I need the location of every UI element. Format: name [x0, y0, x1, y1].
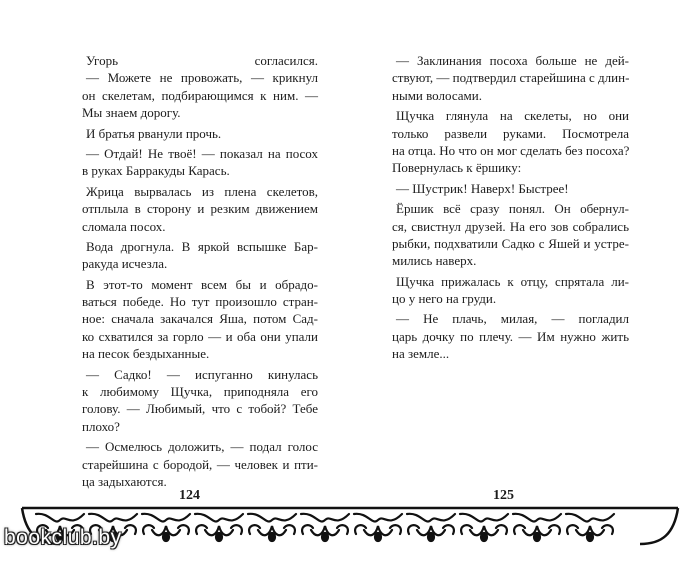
text-line: Ёршик всё сразу понял. Он обернул-: [396, 201, 629, 217]
text-line: голову. — Любимый, что с тобой? Тебе: [82, 401, 318, 417]
text-line: цо у него на груди.: [392, 291, 497, 307]
text-line: мились наверх.: [392, 253, 477, 269]
text-line: отплыла в сторону и резким движением: [82, 201, 318, 217]
text-line: Щучка прижалась к отцу, спрятала ли-: [396, 273, 629, 289]
text-line: ствуют, — подтвердил старейшина с длин-: [392, 70, 630, 86]
text-line: только развели руками. Посмотрела: [392, 125, 629, 141]
text-line: ца задыхаются.: [82, 473, 167, 489]
text-line: он скелетам, подбирающимся к ним. —: [82, 87, 318, 103]
text-line: Вода дрогнула. В яркой вспышке Бар-: [86, 238, 318, 254]
text-line: ся, свистнул друзей. На его зов собрались: [392, 218, 629, 234]
text-line: на земле...: [392, 346, 450, 362]
text-line: ными волосами.: [392, 87, 482, 103]
text-line: — Не плачь, милая, — погладил: [396, 311, 629, 327]
text-line: И братья рванули прочь.: [86, 125, 222, 141]
text-line: ное: сначала закачался Яша, потом Сад-: [82, 311, 318, 327]
text-line: В этот-то момент всем бы и обрадо-: [86, 276, 318, 292]
text-line: Угорь согласился.: [86, 53, 318, 68]
text-line: — Можете не провожать, — крикнул: [86, 70, 318, 86]
text-line: старейшина с бородой, — человек и пти-: [82, 456, 318, 472]
right-page-text: [392, 52, 629, 363]
text-line: на песок бездыханные.: [82, 346, 210, 362]
text-line: царь дочку по плечу. — Им нужно жить: [392, 328, 629, 344]
text-line: — Садко! — испуганно кинулась: [86, 366, 318, 382]
text-line: Жрица вырвалась из плена скелетов,: [86, 183, 318, 199]
text-line: к любимому Щучка, приподняла его: [82, 384, 318, 400]
text-line: рыбки, подхватили Садко с Яшей и устре-: [392, 235, 629, 251]
text-line: плохо?: [82, 418, 120, 434]
text-line: — Осмелюсь доложить, — подал голос: [86, 439, 318, 455]
text-line: Повернулась к ёршику:: [392, 160, 522, 176]
page-number-left: 124: [179, 488, 200, 503]
text-line: — Заклинания посоха больше не дей-: [396, 53, 629, 68]
page-number-right: 125: [493, 488, 514, 503]
text-line: сломала посох.: [82, 218, 166, 234]
text-line: на отца. Но что он мог сделать без посоха?: [392, 142, 630, 158]
text-line: ваться победе. Но тут произошло стран-: [82, 294, 318, 310]
text-line: ракуда исчезла.: [82, 256, 168, 272]
text-line: — Отдай! Не твоё! — показал на посох: [86, 145, 318, 161]
text-line: Мы знаем дорогу.: [82, 105, 181, 121]
text-line: Щучка глянула на скелеты, но они: [396, 108, 629, 124]
watermark: bookclub.by: [4, 526, 122, 549]
text-line: ко схватился за горло — и оба они упали: [82, 328, 318, 344]
left-page-text: [82, 52, 318, 490]
text-line: — Шустрик! Наверх! Быстрее!: [396, 180, 569, 196]
text-line: в руках Барракуды Карась.: [82, 163, 230, 179]
